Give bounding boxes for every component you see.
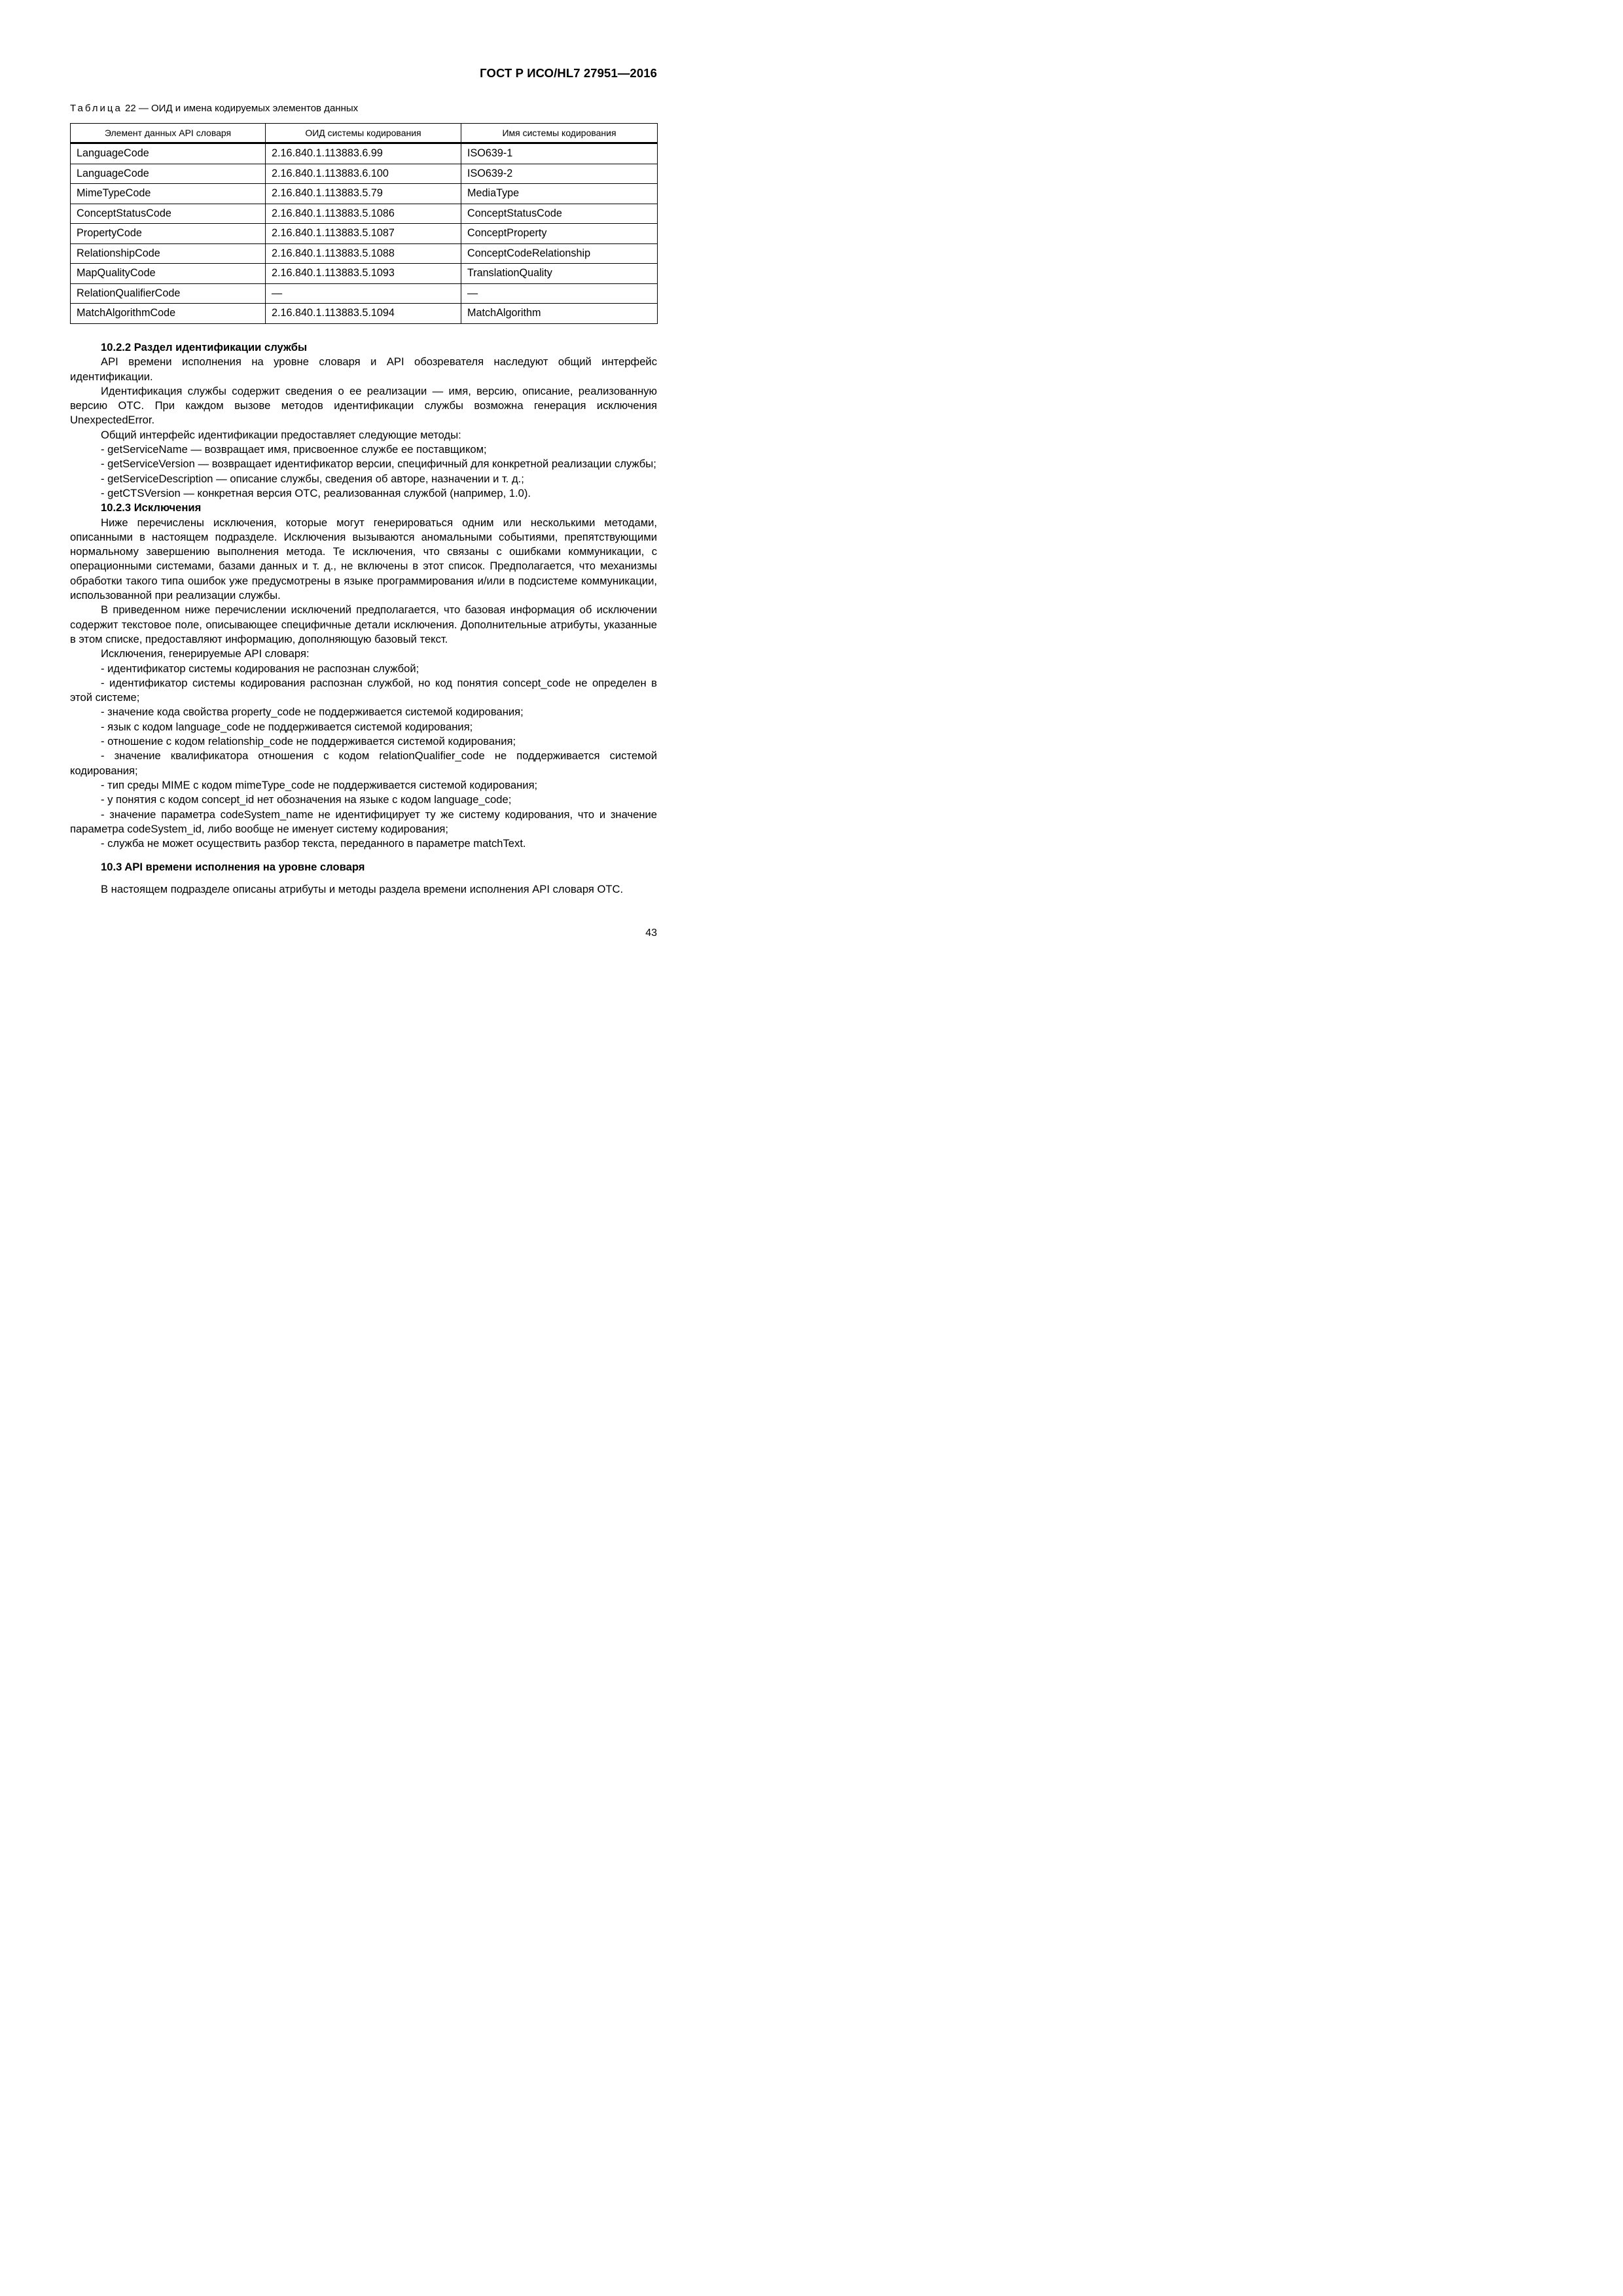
table-cell: 2.16.840.1.113883.6.100 [266,164,461,184]
table-cell: MatchAlgorithm [461,304,658,324]
page-number: 43 [645,927,657,939]
list-item: - значение параметра codeSystem_name не идентифицирует ту же систему кодирования, что и значение параметра codeSystem_id, либо вообще не именует систему кодирования; [70,808,657,835]
table-cell: ISO639-1 [461,143,658,164]
table-cell: 2.16.840.1.113883.5.1093 [266,264,461,284]
paragraph: Общий интерфейс идентификации предоставляет следующие методы: [101,428,461,441]
table-caption [70,103,358,114]
column-header: Имя системы кодирования [461,124,658,143]
table-cell: 2.16.840.1.113883.5.1086 [266,204,461,224]
table-cell: 2.16.840.1.113883.5.79 [266,184,461,204]
list-item: - идентификатор системы кодирования распознан службой, но код понятия concept_code не определен в этой системе; [70,676,657,704]
table-cell: RelationQualifierCode [71,283,266,304]
table-row [71,143,658,164]
table-cell: LanguageCode [71,143,266,164]
paragraph: API времени исполнения на уровне словаря и API обозревателя наследуют общий интерфейс идентификации. [70,355,657,383]
table-cell: 2.16.840.1.113883.5.1088 [266,243,461,264]
standard-header: ГОСТ Р ИСО/HL7 27951—2016 [480,66,657,80]
table-cell: MimeTypeCode [71,184,266,204]
table-cell: 2.16.840.1.113883.6.99 [266,143,461,164]
oid-table [70,123,658,324]
table-cell: ConceptCodeRelationship [461,243,658,264]
table-cell: RelationshipCode [71,243,266,264]
column-header: Элемент данных API словаря [71,124,266,143]
paragraph: Идентификация службы содержит сведения о ее реализации — имя, версию, описание, реализованную версию ОТС. При каждом вызове методов идентификации службы возможна генерация исключения UnexpectedError. [70,384,657,427]
table-cell: — [266,283,461,304]
table-row [71,164,658,184]
table-cell: 2.16.840.1.113883.5.1094 [266,304,461,324]
table-cell: PropertyCode [71,224,266,244]
document-page [0,0,720,1018]
table-row [71,283,658,304]
table-row [71,264,658,284]
table-cell: — [461,283,658,304]
body-text [70,340,657,897]
table-cell: LanguageCode [71,164,266,184]
list-item: - язык с кодом language_code не поддерживается системой кодирования; [101,720,473,733]
table-cell: ConceptProperty [461,224,658,244]
table-row [71,204,658,224]
list-item: - getServiceName — возвращает имя, присвоенное службе ее поставщиком; [101,443,487,456]
column-header: ОИД системы кодирования [266,124,461,143]
paragraph: В настоящем подразделе описаны атрибуты и методы раздела времени исполнения API словаря ОТС. [101,882,624,895]
section-heading: 10.3 API времени исполнения на уровне словаря [101,861,365,874]
table-caption-prefix: Таблица [70,103,122,114]
table-cell: 2.16.840.1.113883.5.1087 [266,224,461,244]
table-header-row [71,124,658,143]
paragraph: Исключения, генерируемые API словаря: [101,647,310,660]
table-cell: ConceptStatusCode [461,204,658,224]
table-cell: ConceptStatusCode [71,204,266,224]
table-row [71,184,658,204]
table-caption-text: 22 — ОИД и имена кодируемых элементов данных [122,103,359,114]
paragraph: В приведенном ниже перечислении исключений предполагается, что базовая информация об исключении содержит текстовое поле, описывающее специфичные детали исключения. Дополнительные атрибуты, указанные в этом списке, предоставляют информацию, дополняющую базовый текст. [70,603,657,645]
table-cell: MapQualityCode [71,264,266,284]
table-cell: TranslationQuality [461,264,658,284]
list-item: - значение квалификатора отношения с кодом relationQualifier_code не поддерживается системой кодирования; [70,749,657,777]
list-item: - идентификатор системы кодирования не распознан службой; [101,662,419,675]
list-item: - getCTSVersion — конкретная версия ОТС, реализованная службой (например, 1.0). [101,486,531,499]
list-item: - тип среды MIME с кодом mimeType_code не поддерживается системой кодирования; [101,778,538,791]
table-cell: MediaType [461,184,658,204]
table-row [71,224,658,244]
list-item: - отношение с кодом relationship_code не поддерживается системой кодирования; [101,735,516,748]
list-item: - у понятия с кодом concept_id нет обозначения на языке с кодом language_code; [101,793,512,806]
table-row [71,243,658,264]
list-item: - служба не может осуществить разбор текста, переданного в параметре matchText. [101,837,526,850]
table-cell: MatchAlgorithmCode [71,304,266,324]
table-cell: ISO639-2 [461,164,658,184]
section-heading: 10.2.3 Исключения [101,501,202,514]
list-item: - значение кода свойства property_code не поддерживается системой кодирования; [101,706,524,719]
list-item: - getServiceDescription — описание службы, сведения об авторе, назначении и т. д.; [101,472,524,485]
section-heading: 10.2.2 Раздел идентификации службы [101,341,308,353]
list-item: - getServiceVersion — возвращает идентификатор версии, специфичный для конкретной реализации службы; [101,457,656,471]
table-row [71,304,658,324]
paragraph: Ниже перечислены исключения, которые могут генерироваться одним или несколькими методами, описанными в настоящем подразделе. Исключения вызываются аномальными событиями, препятствующими нормальному завершению выполнения метода. Те исключения, что связаны с ошибками коммуникации, с операционными системами, базами данных и т. д., не включены в этот список. Предполагается, что механизмы обработки такого типа ошибок уже предусмотрены в языке программирования и/или в подсистеме коммуникации, использованной при реализации службы. [70,516,657,602]
